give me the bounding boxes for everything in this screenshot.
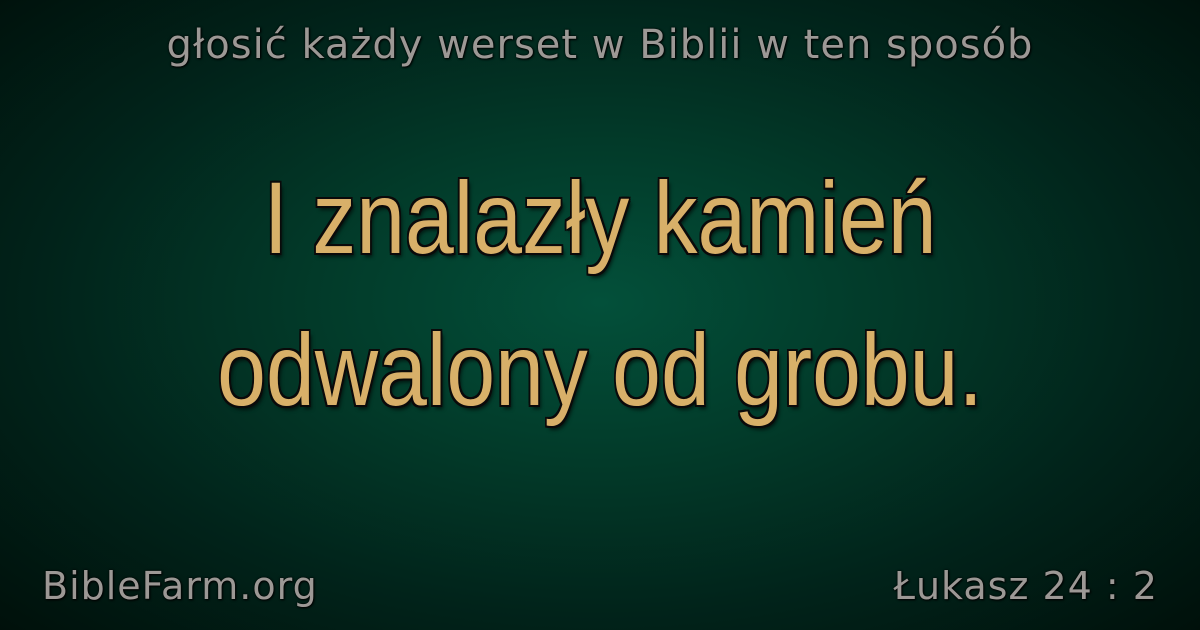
verse-reference: Łukasz 24 : 2: [893, 564, 1158, 608]
verse-text: [136, 142, 1065, 446]
verse-line-2: odwalony od grobu.: [217, 313, 983, 427]
tagline: głosić każdy werset w Biblii w ten sposób: [166, 22, 1034, 68]
site-name: BibleFarm.org: [42, 564, 318, 608]
verse-line-1: I znalazły kamień: [263, 161, 937, 275]
